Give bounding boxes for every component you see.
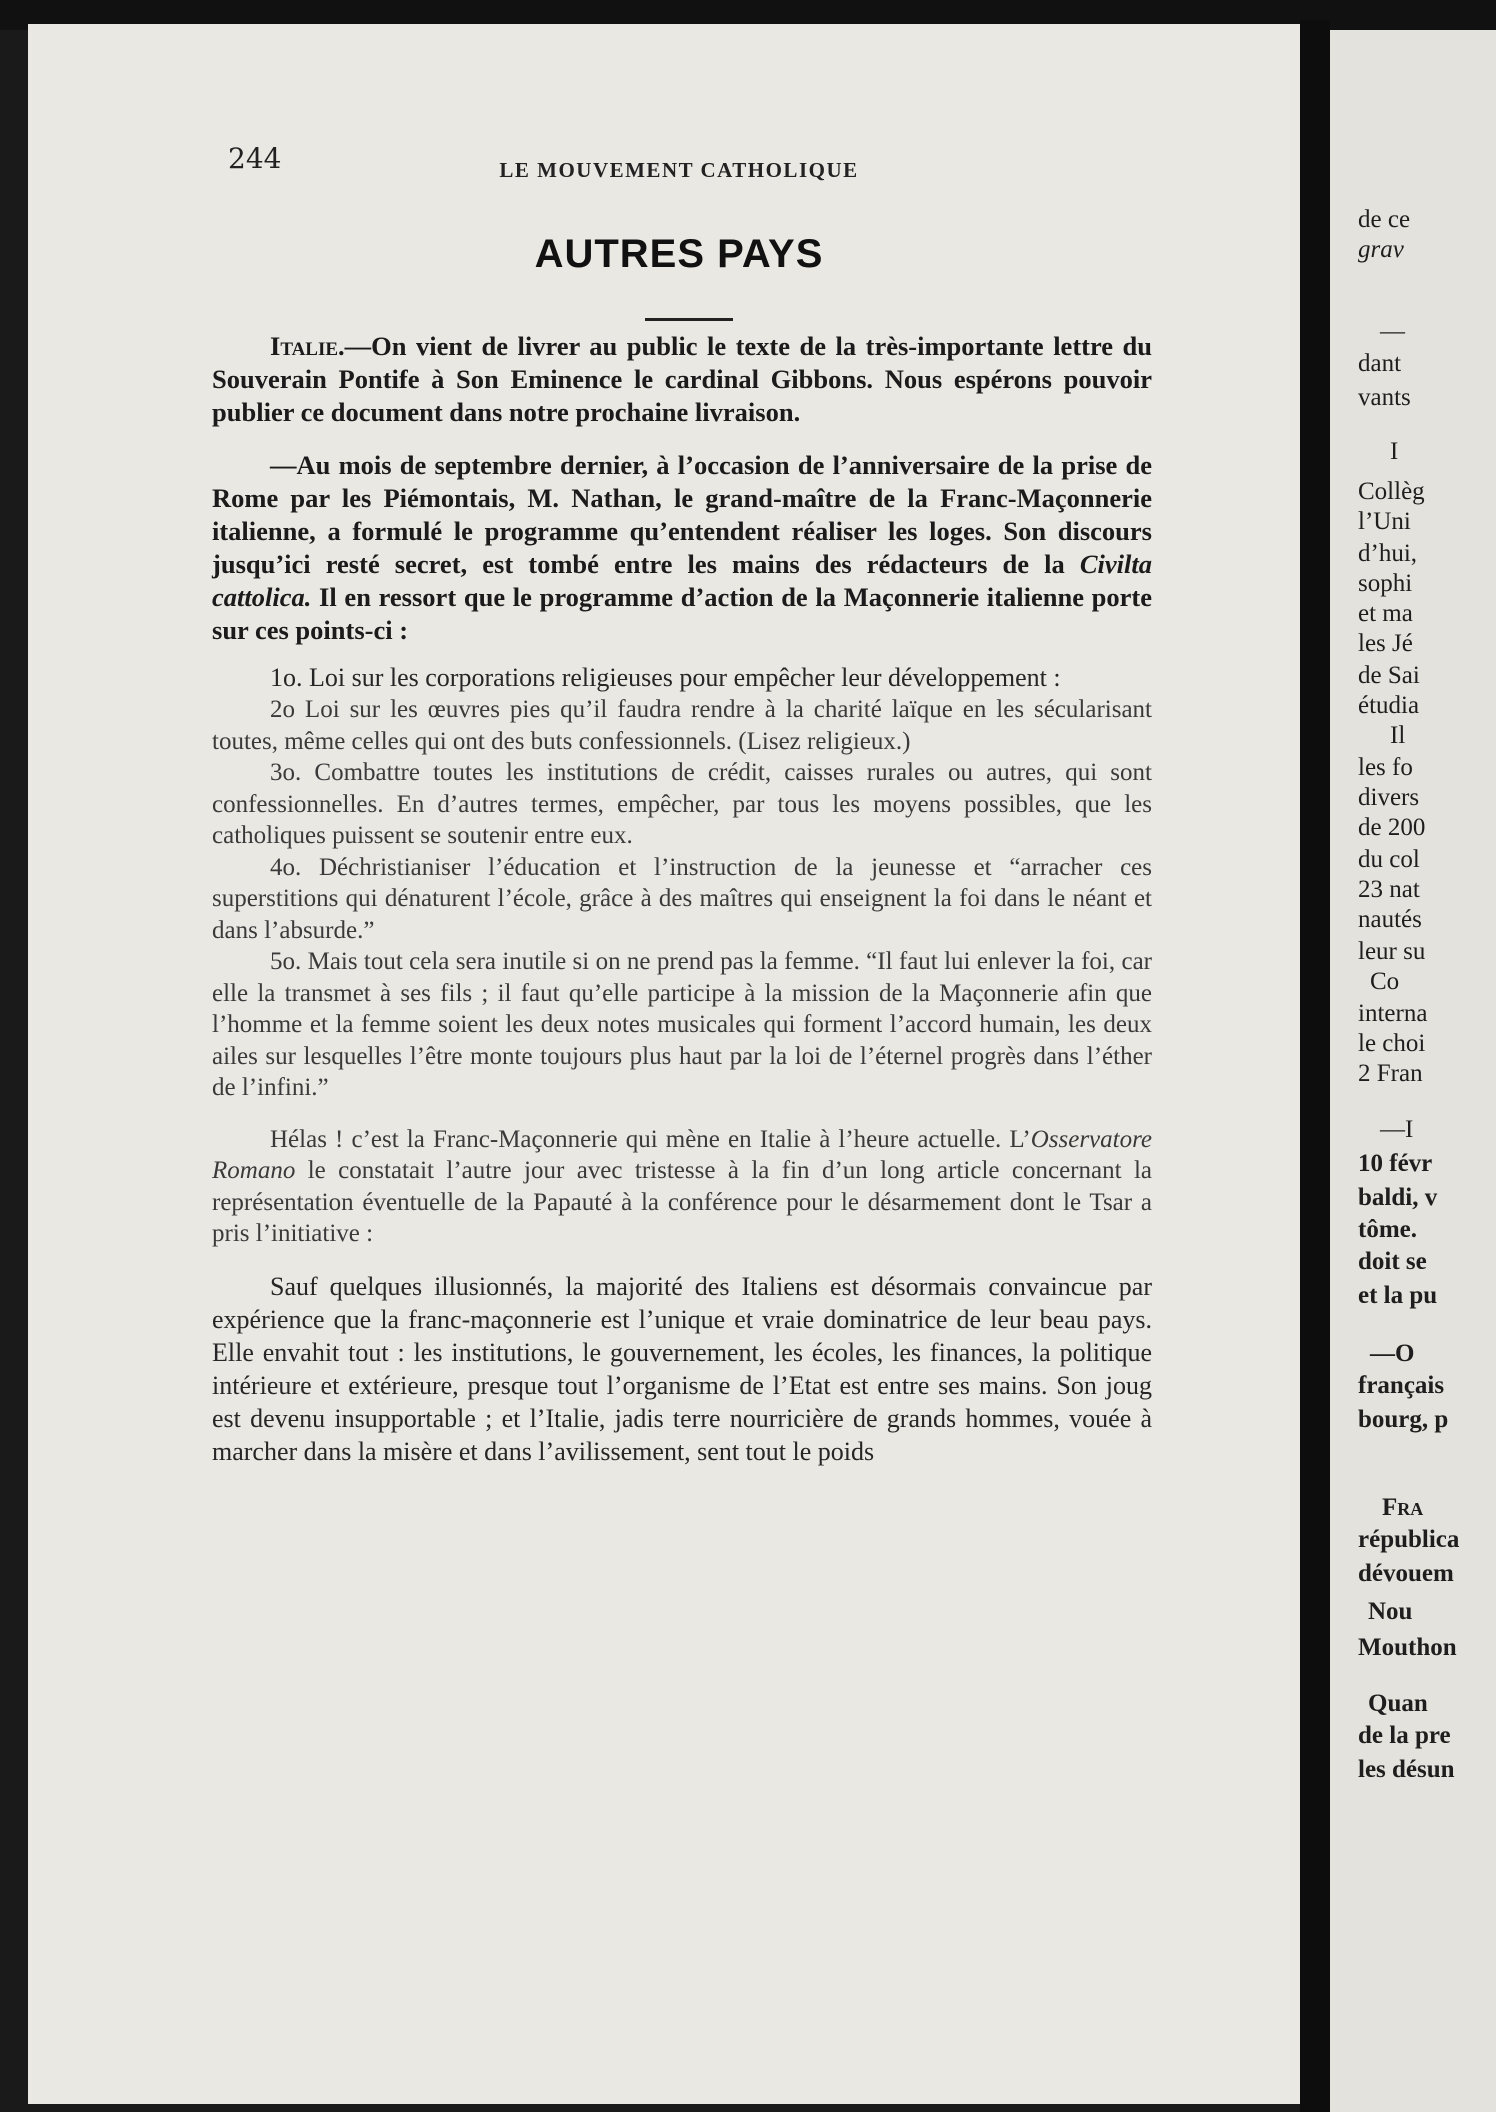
right-page-line: de Sai [1358,662,1420,689]
title-rule [645,318,733,321]
page-number: 244 [228,142,282,175]
right-page-line: nautés [1358,906,1422,933]
right-page-line: dant [1358,350,1402,377]
right-page-line: Fra [1382,1494,1424,1521]
right-page-line: de 200 [1358,814,1426,841]
septembre-text-b: Il en ressort que le programme d’action de la Maçonnerie italienne porte sur ces points-ci : [212,582,1152,645]
right-page-line: l’Uni [1358,508,1411,535]
right-page-line: Quan [1368,1690,1428,1717]
right-page-line: tôme. [1358,1216,1417,1243]
paragraph-italie [212,330,1152,429]
right-page-line: de la pre [1358,1722,1451,1749]
right-page-line: le choi [1358,1030,1426,1057]
right-page-line: bourg, p [1358,1406,1449,1433]
paragraph-septembre [212,449,1152,647]
right-page-line: et ma [1358,600,1413,627]
right-page-line: étudia [1358,692,1420,719]
helas-text-a: Hélas ! c’est la Franc-Maçonnerie qui mène en Italie à l’heure actuelle. L’ [270,1125,1031,1153]
right-page-line: et la pu [1358,1282,1438,1309]
right-page-line: —O [1370,1340,1415,1367]
article-body [212,330,1152,1468]
right-page-line: les désun [1358,1756,1455,1783]
osservatore-romano-title: Osservatore Romano [212,1125,1152,1184]
point-3: 3o. Combattre toutes les institutions de crédit, caisses rurales ou autres, qui sont confessionnelles. En d’autres termes, empêcher, par tous les moyens possibles, que les catholiques puissent se soutenir entre eux. [212,759,1152,849]
right-page-line: Co [1370,968,1400,995]
right-page-line: 23 nat [1358,876,1420,903]
septembre-text-a: —Au mois de septembre dernier, à l’occasion de l’anniversaire de la prise de Rome par les Piémontais, M. Nathan, le grand-maître de la Franc-Maçonnerie italienne, a formulé le programme qu’entendent réaliser les loges. Son discours jusqu’ici resté secret, est tombé entre les mains des rédacteurs de la [212,450,1152,579]
right-page-line: doit se [1358,1248,1427,1275]
right-page-line: du col [1358,846,1420,873]
right-page-line: français [1358,1372,1445,1399]
right-page-line: I [1390,438,1399,465]
right-page-line: républica [1358,1526,1460,1553]
point-1: 1o. Loi sur les corporations religieuses pour empêcher leur développement : [270,663,1061,692]
right-page-line: baldi, v [1358,1184,1438,1211]
right-page-line: de ce [1358,206,1411,233]
helas-text-b: le constatait l’autre jour avec tristesse à la fin d’un long article concernant la représentation éventuelle de la Papauté à la conférence pour le désarmement dont le Tsar a pris l’initiative : [212,1157,1152,1247]
right-page-line: divers [1358,784,1420,811]
right-page-fragment [1330,30,1496,2112]
right-page-line: sophi [1358,570,1413,597]
right-page-line: Il [1390,722,1406,749]
right-page-line: leur su [1358,938,1426,965]
paragraph-helas [212,1124,1152,1250]
point-5: 5o. Mais tout cela sera inutile si on ne prend pas la femme. “Il faut lui enlever la foi, car elle la transmet à ses fils ; il faut qu’elle participe à la mission de la Maçonnerie afin que l’homme et la femme soient les deux notes musicales qui forment l’accord humain, les deux ailes sur lesquelles l’être monte toujours plus haut par la loi de l’éternel progrès dans l’éther de l’infini.” [212,948,1152,1101]
paragraph-quote: Sauf quelques illusionnés, la majorité des Italiens est désormais convaincue par expérience que la franc-maçonnerie est l’unique et vraie dominatrice de leur beau pays. Elle envahit tout : les institutions, le gouvernement, les écoles, les finances, la politique intérieure et extérieure, presque tout l’organisme de l’Etat est entre ses mains. Son joug est devenu insupportable ; et l’Italie, jadis terre nourricière de grands hommes, vouée à marcher dans la misère et dans l’avilissement, sent tout le poids [212,1271,1152,1466]
right-page-line: interna [1358,1000,1428,1027]
right-page-line: vants [1358,384,1411,411]
point-2: 2o Loi sur les œuvres pies qu’il faudra rendre à la charité laïque en les sécularisant toutes, même celles qui ont des buts confessionnels. (Lisez religieux.) [212,696,1152,755]
civilta-cattolica-title: Civilta cattolica. [212,549,1152,612]
right-page-line: les fo [1358,754,1413,781]
page-gutter [1300,20,1330,2112]
right-page-line: 10 févr [1358,1150,1433,1177]
right-page-line: grav [1358,236,1404,263]
right-page-line: —I [1380,1116,1414,1143]
section-title: AUTRES PAYS [534,232,824,276]
country-label: Italie. [270,331,345,361]
right-page-line: Collèg [1358,478,1425,505]
right-page-line: Mouthon [1358,1634,1457,1661]
right-page-line: Nou [1368,1598,1413,1625]
running-head: LE MOUVEMENT CATHOLIQUE [499,158,859,182]
right-page-line: d’hui, [1358,540,1418,567]
italie-text: —On vient de livrer au public le texte de la très-importante lettre du Souverain Pontife à Son Eminence le cardinal Gibbons. Nous espérons pouvoir publier ce document dans notre prochaine livraison. [212,331,1152,427]
right-page-line: — [1380,318,1405,345]
right-page-line: les Jé [1358,630,1413,657]
right-page-line: 2 Fran [1358,1060,1423,1087]
point-4: 4o. Déchristianiser l’éducation et l’instruction de la jeunesse et “arracher ces superstitions qui dénaturent l’école, grâce à des maîtres qui enseignent la foi dans le néant et dans l’absurde.” [212,853,1152,944]
right-page-line: dévouem [1358,1560,1454,1587]
